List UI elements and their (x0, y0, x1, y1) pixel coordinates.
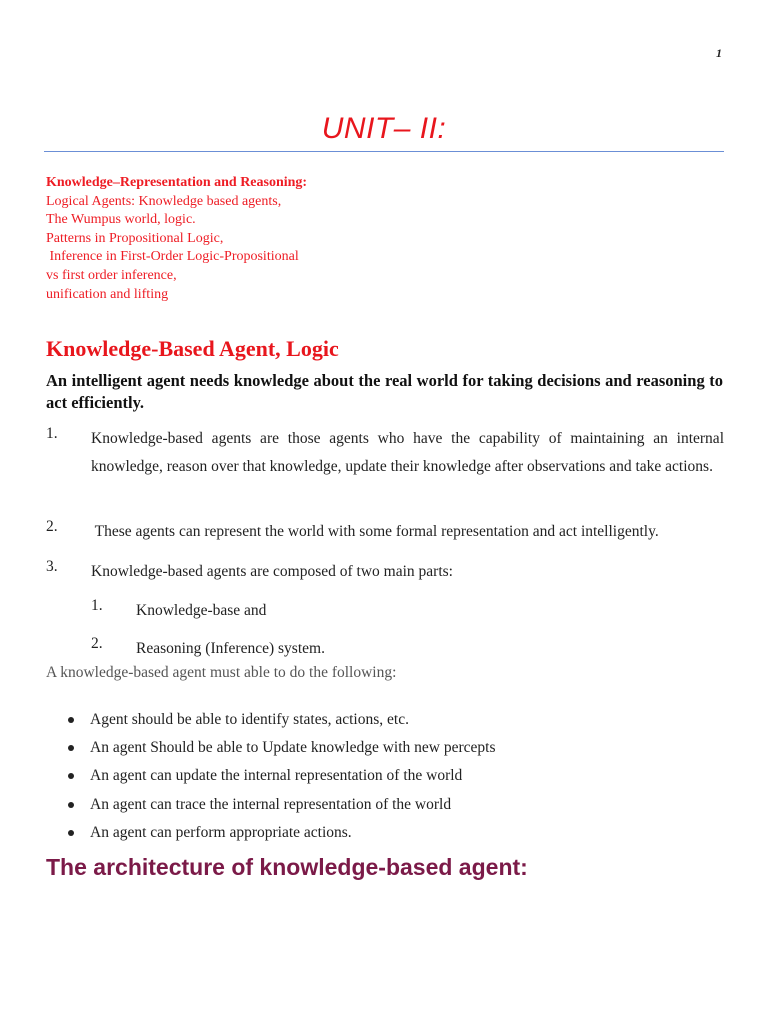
item-number: 1. (46, 425, 58, 442)
topic-line: Logical Agents: Knowledge based agents, (46, 193, 282, 209)
lead-sentence: A knowledge-based agent must able to do the following: (46, 664, 397, 681)
bullet-item (46, 819, 495, 847)
capability-bullet-list (46, 706, 495, 847)
topics-heading: Knowledge–Representation and Reasoning: (46, 175, 308, 190)
title-underline (44, 151, 724, 152)
page-number: 1 (716, 46, 722, 60)
numbered-item (46, 558, 724, 586)
section-heading: Knowledge-Based Agent, Logic (46, 336, 339, 361)
topic-line: vs first order inference, (46, 267, 177, 283)
item-text: Knowledge-based agents are composed of two main parts: (91, 563, 453, 580)
sub-item-number: 1. (91, 597, 103, 614)
topic-line: Patterns in Propositional Logic, (46, 230, 224, 246)
bullet-text: An agent can perform appropriate actions. (90, 823, 352, 841)
architecture-heading: The architecture of knowledge-based agent: (46, 854, 528, 880)
sub-item-text: Knowledge-base and (136, 602, 267, 619)
topic-line: The Wumpus world, logic. (46, 212, 196, 228)
sub-item-text: Reasoning (Inference) system. (136, 640, 325, 657)
topics-block (46, 174, 307, 304)
bullet-item (46, 734, 495, 762)
bullet-dot-icon (68, 717, 74, 723)
unit-title: UNIT– II: (321, 112, 447, 145)
bullet-item (46, 791, 495, 819)
bullet-dot-icon (68, 773, 74, 779)
topic-line: unification and lifting (46, 286, 169, 302)
bullet-text: An agent can update the internal representation of the world (90, 767, 463, 785)
bullet-dot-icon (68, 745, 74, 751)
bullet-text: Agent should be able to identify states, actions, etc. (90, 711, 409, 728)
numbered-item (46, 518, 724, 546)
sub-item-number: 2. (91, 635, 103, 652)
sub-item (46, 597, 724, 625)
bullet-dot-icon (68, 802, 74, 808)
item-text: These agents can represent the world with some formal representation and act intelligently. (91, 523, 659, 540)
sub-item (46, 635, 724, 663)
numbered-item (46, 425, 724, 481)
bullet-text: An agent Should be able to Update knowledge with new percepts (90, 739, 496, 757)
topic-line: Inference in First-Order Logic-Propositional (46, 249, 299, 265)
bullet-dot-icon (68, 830, 74, 836)
bullet-item (46, 706, 495, 734)
bullet-item (46, 762, 495, 790)
item-number: 2. (46, 518, 58, 535)
bullet-text: An agent can trace the internal representation of the world (90, 795, 452, 813)
item-number: 3. (46, 558, 58, 575)
item-text: Knowledge-based agents are those agents who have the capability of maintaining an internal knowledge, reason over that knowledge, update their knowledge after observations and take actions. (91, 430, 724, 475)
intro-paragraph: An intelligent agent needs knowledge about the real world for taking decisions and reasoning to act efficiently. (46, 371, 723, 412)
